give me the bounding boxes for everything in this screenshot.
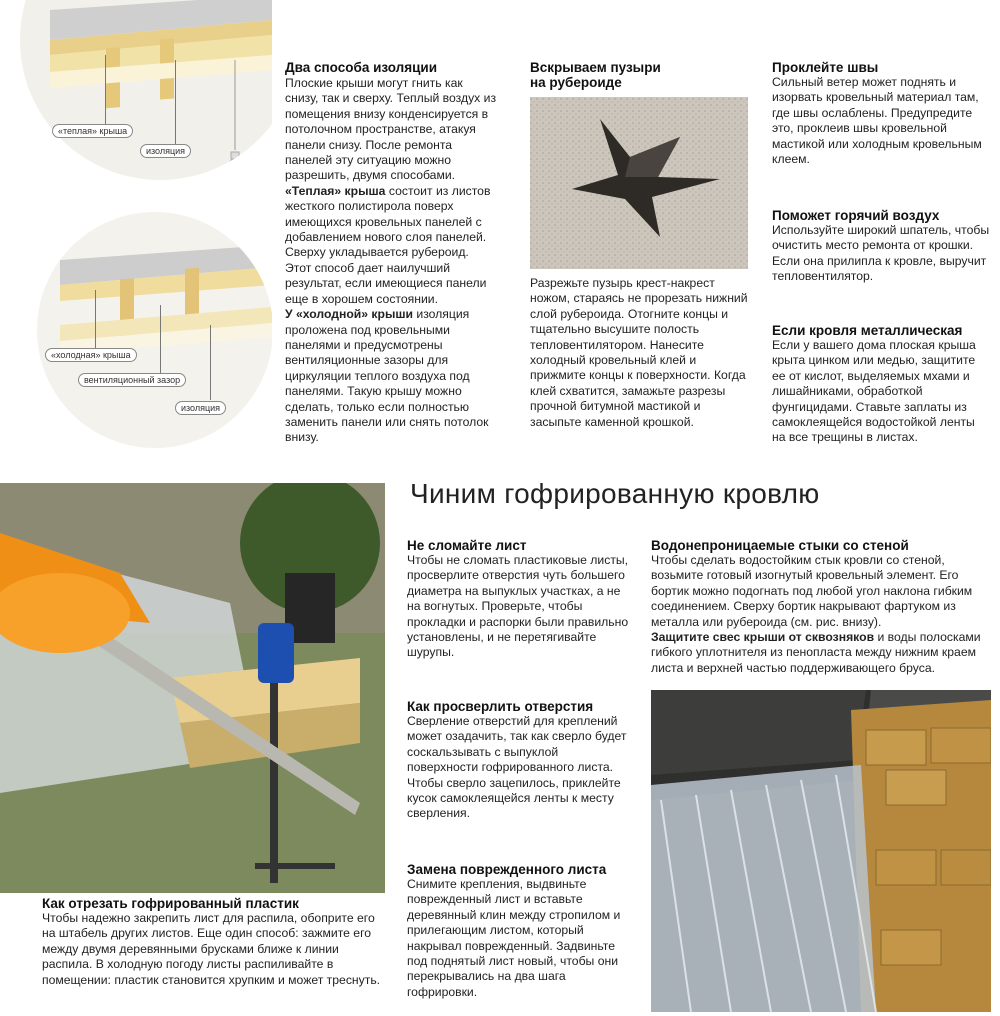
drill-heading: Как просверлить отверстия <box>407 699 594 714</box>
hot-air-heading: Поможет горячий воздух <box>772 208 940 223</box>
blisters-heading-line1: Вскрываем пузыри <box>530 60 661 75</box>
blisters-body <box>530 276 748 430</box>
blister-photo <box>530 97 748 269</box>
blisters-section <box>530 60 748 90</box>
insulation-heading: Два способа изоляции <box>285 60 438 75</box>
warm-roof-paragraph <box>285 184 497 307</box>
sawing-illustration <box>0 483 385 893</box>
replace-text: Снимите крепления, выдвиньте поврежденный лист и вставьте деревянный клин между стропилом и прилегающим листом, который накрывал поврежденный. Задвиньте под поднятый лист новый, чтобы они перекрывались на два шага гофрировки. <box>407 877 621 999</box>
leader-line <box>210 325 211 400</box>
waterproof-heading: Водонепроницаемые стыки со стеной <box>651 538 909 553</box>
wall-flashing-illustration <box>651 690 991 1012</box>
replace-section <box>407 862 629 1000</box>
cold-roof-diagram <box>10 205 272 455</box>
metal-roof-heading: Если кровля металлическая <box>772 323 963 338</box>
waterproof-text: Чтобы сделать водостойким стык кровли со стеной, возьмите готовый изогнутый кровельный элемент. Его бортик можно подогнать под любой угол наклона гибким соединением. Сверху бортик накрывают фартуком из металла или рубероида (см. рис. внизу). <box>651 553 973 629</box>
warm-roof-label: «теплая» крыша <box>52 124 133 138</box>
dont-break-section <box>407 538 629 661</box>
seams-section <box>772 60 990 167</box>
ventilation-gap-label: вентиляционный зазор <box>78 373 186 387</box>
blisters-text: Разрежьте пузырь крест-накрест ножом, стараясь не прорезать нижний слой рубероида. Отогните концы и тщательно высушите полость тепловентилятором. Нанесите холодный кровельный клей и прижмите концы к поверхности. Когда клей схватится, замажьте разрезы прочной битумной мастикой и засыпьте каменной крошкой. <box>530 276 748 429</box>
insulation-section <box>285 60 497 446</box>
draft-term: Защитите свес крыши от сквозняков <box>651 630 875 645</box>
draft-text: и воды полосками гибкого уплотнителя из пенопласта между нижним краем листа и верхней частью поддерживающего бруса. <box>651 630 981 675</box>
section-title: Чиним гофрированную кровлю <box>410 478 820 509</box>
cut-plastic-section <box>42 896 390 988</box>
leader-line <box>160 305 161 375</box>
metal-roof-section <box>772 323 990 446</box>
warm-roof-diagram <box>10 0 272 190</box>
dont-break-heading: Не сломайте лист <box>407 538 527 553</box>
dont-break-text: Чтобы не сломать пластиковые листы, просверлите отверстия чуть большего диаметра на выпуклых участках, а не на вогнутых. Проверьте, чтобы прокладки и распорки были правильно установлены, и не перетягивайте шурупы. <box>407 553 629 660</box>
leader-line <box>105 55 106 130</box>
cut-plastic-heading: Как отрезать гофрированный пластик <box>42 896 299 911</box>
draft-paragraph <box>651 630 991 676</box>
sawing-photo <box>0 483 385 893</box>
insulation-label: изоляция <box>175 401 226 415</box>
metal-roof-text: Если у вашего дома плоская крыша крыта цинком или медью, защитите ее от кислот, выделяемых мхами и лишайниками, обработкой фунгицидами. Ставьте заплаты из самоклеящейся водостойкой ленты на все трещины в листах. <box>772 338 976 445</box>
cold-roof-paragraph <box>285 307 497 446</box>
warm-roof-term: «Теплая» крыша <box>285 183 386 198</box>
hot-air-text: Используйте широкий шпатель, чтобы очистить место ремонта от крошки. Если она прилипла к кровле, выручит тепловентилятор. <box>772 223 990 284</box>
warm-roof-text: состоит из листов жесткого полистирола поверх имеющихся кровельных панелей с добавлением нового слоя панелей. Сверху укладывается рубероид. Этот способ дает наилучший результат, если имеющиеся панели еще в хорошем состоянии. <box>285 183 491 306</box>
cold-roof-term: У «холодной» крыши <box>285 307 414 322</box>
hot-air-section <box>772 208 990 285</box>
cut-plastic-text: Чтобы надежно закрепить лист для распила, обоприте его на штабель других листов. Еще один способ: зажмите его между двумя деревянными брусками ближе к линии распила. В холодную погоду листы распиливайте в помещении: пластик становится хрупким и может треснуть. <box>42 911 381 987</box>
seams-heading: Проклейте швы <box>772 60 879 75</box>
drill-section <box>407 699 629 822</box>
leader-line <box>95 290 96 350</box>
wall-joint-photo <box>651 690 991 1012</box>
cold-roof-label: «холодная» крыша <box>45 348 137 362</box>
insulation-intro: Плоские крыши могут гнить как снизу, так и сверху. Теплый воздух из помещения внизу конденсируется в потолочном пространстве, атакуя панели снизу. После ремонта панелей эту ситуацию можно разрешить, двумя способами. <box>285 76 497 183</box>
waterproof-section <box>651 538 991 676</box>
leader-line <box>175 60 176 145</box>
insulation-label: изоляция <box>140 144 191 158</box>
blisters-heading <box>530 60 748 90</box>
warm-roof-illustration <box>10 0 272 190</box>
cold-roof-illustration <box>10 205 272 455</box>
replace-heading: Замена поврежденного листа <box>407 862 607 877</box>
cold-roof-text: изоляция проложена под кровельными панелями и предусмотрены вентиляционные зазоры для циркуляции теплого воздуха под панелями. Такую крышу можно сделать, только если полностью заменить панели или снять потолок внизу. <box>285 307 489 445</box>
torn-roofing-illustration <box>530 97 748 269</box>
drill-text: Сверление отверстий для креплений может озадачить, так как сверло будет соскальзывать с выпуклой поверхности гофрированного листа. Чтобы сверло зацепилось, приклейте кусок самоклеящейся ленты к месту сверления. <box>407 714 627 821</box>
blisters-heading-line2: на рубероиде <box>530 75 622 90</box>
seams-text: Сильный ветер может поднять и изорвать кровельный материал там, где швы ослаблены. Предупредите это, проклеив швы кровельной мастикой или холодным кровельным клеем. <box>772 75 982 167</box>
